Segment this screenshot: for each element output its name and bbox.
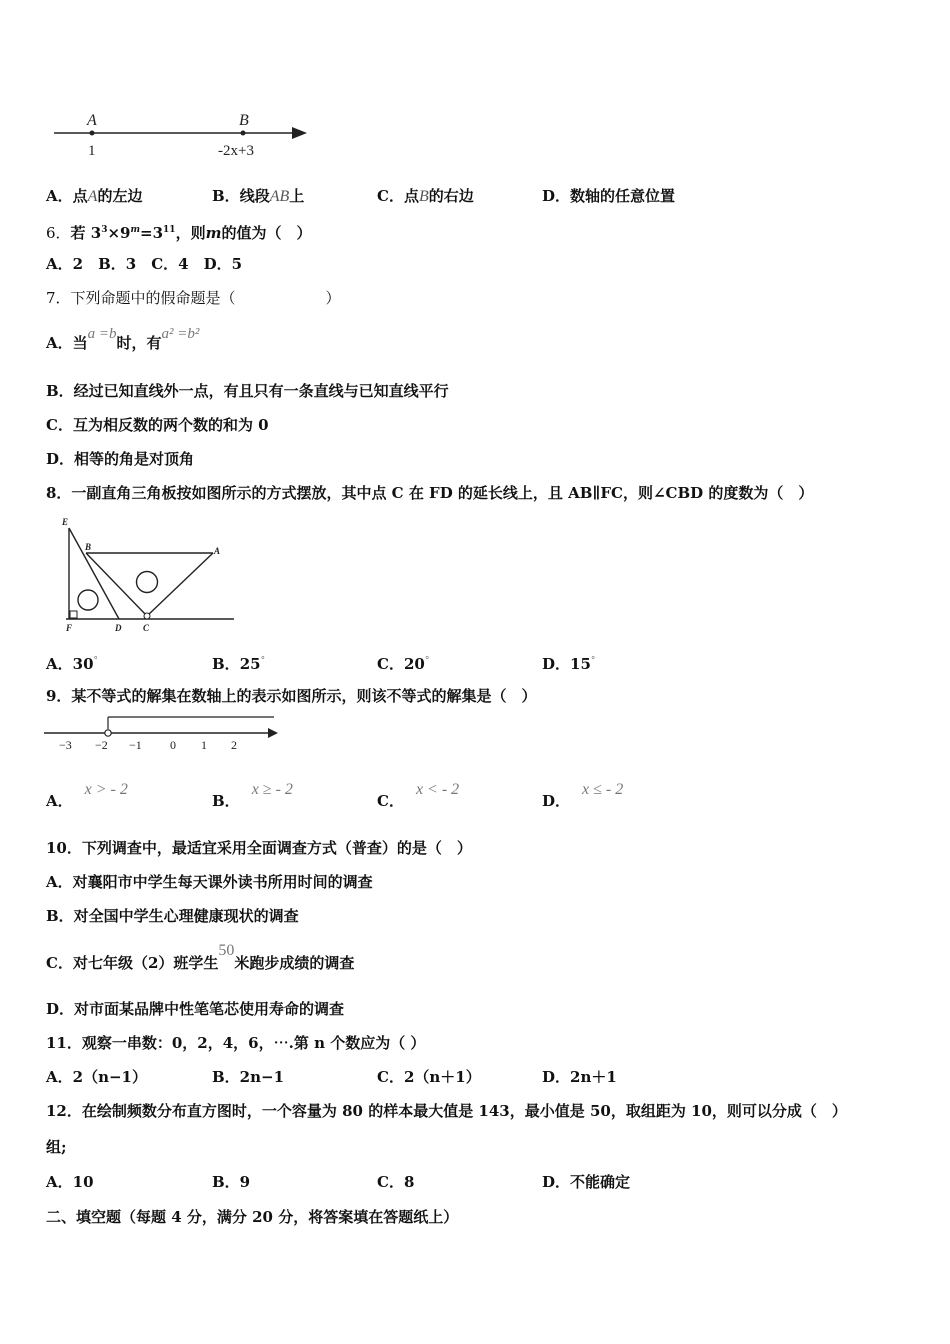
q7-option-b: B．经过已知直线外一点，有且只有一条直线与已知直线平行 [46,382,449,400]
q10-option-a: A．对襄阳市中学生每天课外读书所用时间的调查 [46,873,373,891]
value-b: -2x+3 [218,143,254,159]
tick-0: 0 [170,738,176,752]
q8-stem: 8．一副直角三角板按如图所示的方式摆放，其中点 C 在 FD 的延长线上，且 AB∥FC，则∠CBD 的度数为（ ） [46,484,814,502]
q11-option-b: B．2n−1 [212,1068,285,1086]
tick-1: 1 [201,738,207,752]
q11-option-d: D．2n＋1 [542,1068,617,1086]
tick-neg1: −1 [129,738,142,752]
q9-option-d: D．x ≤ - 2 [542,781,624,810]
q9-option-c: C．x < - 2 [377,781,460,810]
label-c: C [143,623,150,633]
tick-neg3: −3 [59,738,72,752]
q12-stem-cont: 组; [46,1138,67,1156]
q9-option-a: A．x > - 2 [46,781,128,810]
point-b [241,131,246,136]
q7-option-d: D．相等的角是对顶角 [46,450,195,468]
q9-number-line-figure [44,712,280,756]
label-d: D [115,623,122,633]
q7-option-c: C．互为相反数的两个数的和为 0 [46,416,269,434]
q10-option-d: D．对市面某品牌中性笔笔芯使用寿命的调查 [46,1000,345,1018]
label-b: B [239,112,249,129]
label-a: A [214,546,221,556]
q8-triangle-figure [58,512,238,636]
q12-option-a: A．10 [46,1173,94,1191]
tick-2: 2 [231,738,237,752]
value-a: 1 [88,143,96,159]
q7-stem: 7．下列命题中的假命题是（ ） [46,289,341,307]
q10-option-b: B．对全国中学生心理健康现状的调查 [46,907,299,925]
label-f: F [66,623,73,633]
q8-option-b: B．25° [212,655,266,673]
q10-stem: 10．下列调查中，最适宜采用全面调查方式（普查）的是（ ） [46,839,472,857]
q5-option-a: A．点A的左边 [46,187,143,205]
arrow-head [292,127,307,139]
q6-options: A．2 B．3 C．4 D．5 [46,255,243,273]
q12-option-c: C．8 [377,1173,415,1191]
q5-option-b: B．线段AB上 [212,187,305,205]
q9-stem: 9．某不等式的解集在数轴上的表示如图所示，则该不等式的解集是（ ） [46,687,537,705]
q5-number-line-figure [50,105,320,165]
q11-stem: 11．观察一串数：0，2，4，6，⋯.第 n 个数应为（ ） [46,1034,426,1052]
q10-option-c: C．对七年级（2）班学生50米跑步成绩的调查 [46,942,355,972]
q9-option-b: B．x ≥ - 2 [212,781,293,810]
q7-option-a: A．当a =b时，有a² =b² [46,326,200,352]
q11-option-c: C．2（n＋1） [377,1068,481,1086]
q12-option-b: B．9 [212,1173,251,1191]
label-e: E [62,517,69,527]
q5-option-c: C．点B的右边 [377,187,474,205]
q5-option-d: D．数轴的任意位置 [542,187,676,205]
q11-option-a: A．2（n−1） [46,1068,147,1086]
q8-option-d: D．15° [542,655,596,673]
point-a [90,131,95,136]
label-a: A [87,112,97,129]
q8-option-c: C．20° [377,655,430,673]
q8-option-a: A．30° [46,655,99,673]
q12-stem: 12．在绘制频数分布直方图时，一个容量为 80 的样本最大值是 143，最小值是 50，取组距为 10，则可以分成（ ） [46,1102,847,1120]
q6-stem: 6．若 $3^3\times 9^m=3^{11}$，则m的值为（ ） [46,224,312,242]
q12-option-d: D．不能确定 [542,1173,631,1191]
label-b: B [85,542,92,552]
section-2-heading: 二、填空题（每题 4 分，满分 20 分，将答案填在答题纸上） [46,1208,459,1226]
tick-neg2: −2 [95,738,108,752]
